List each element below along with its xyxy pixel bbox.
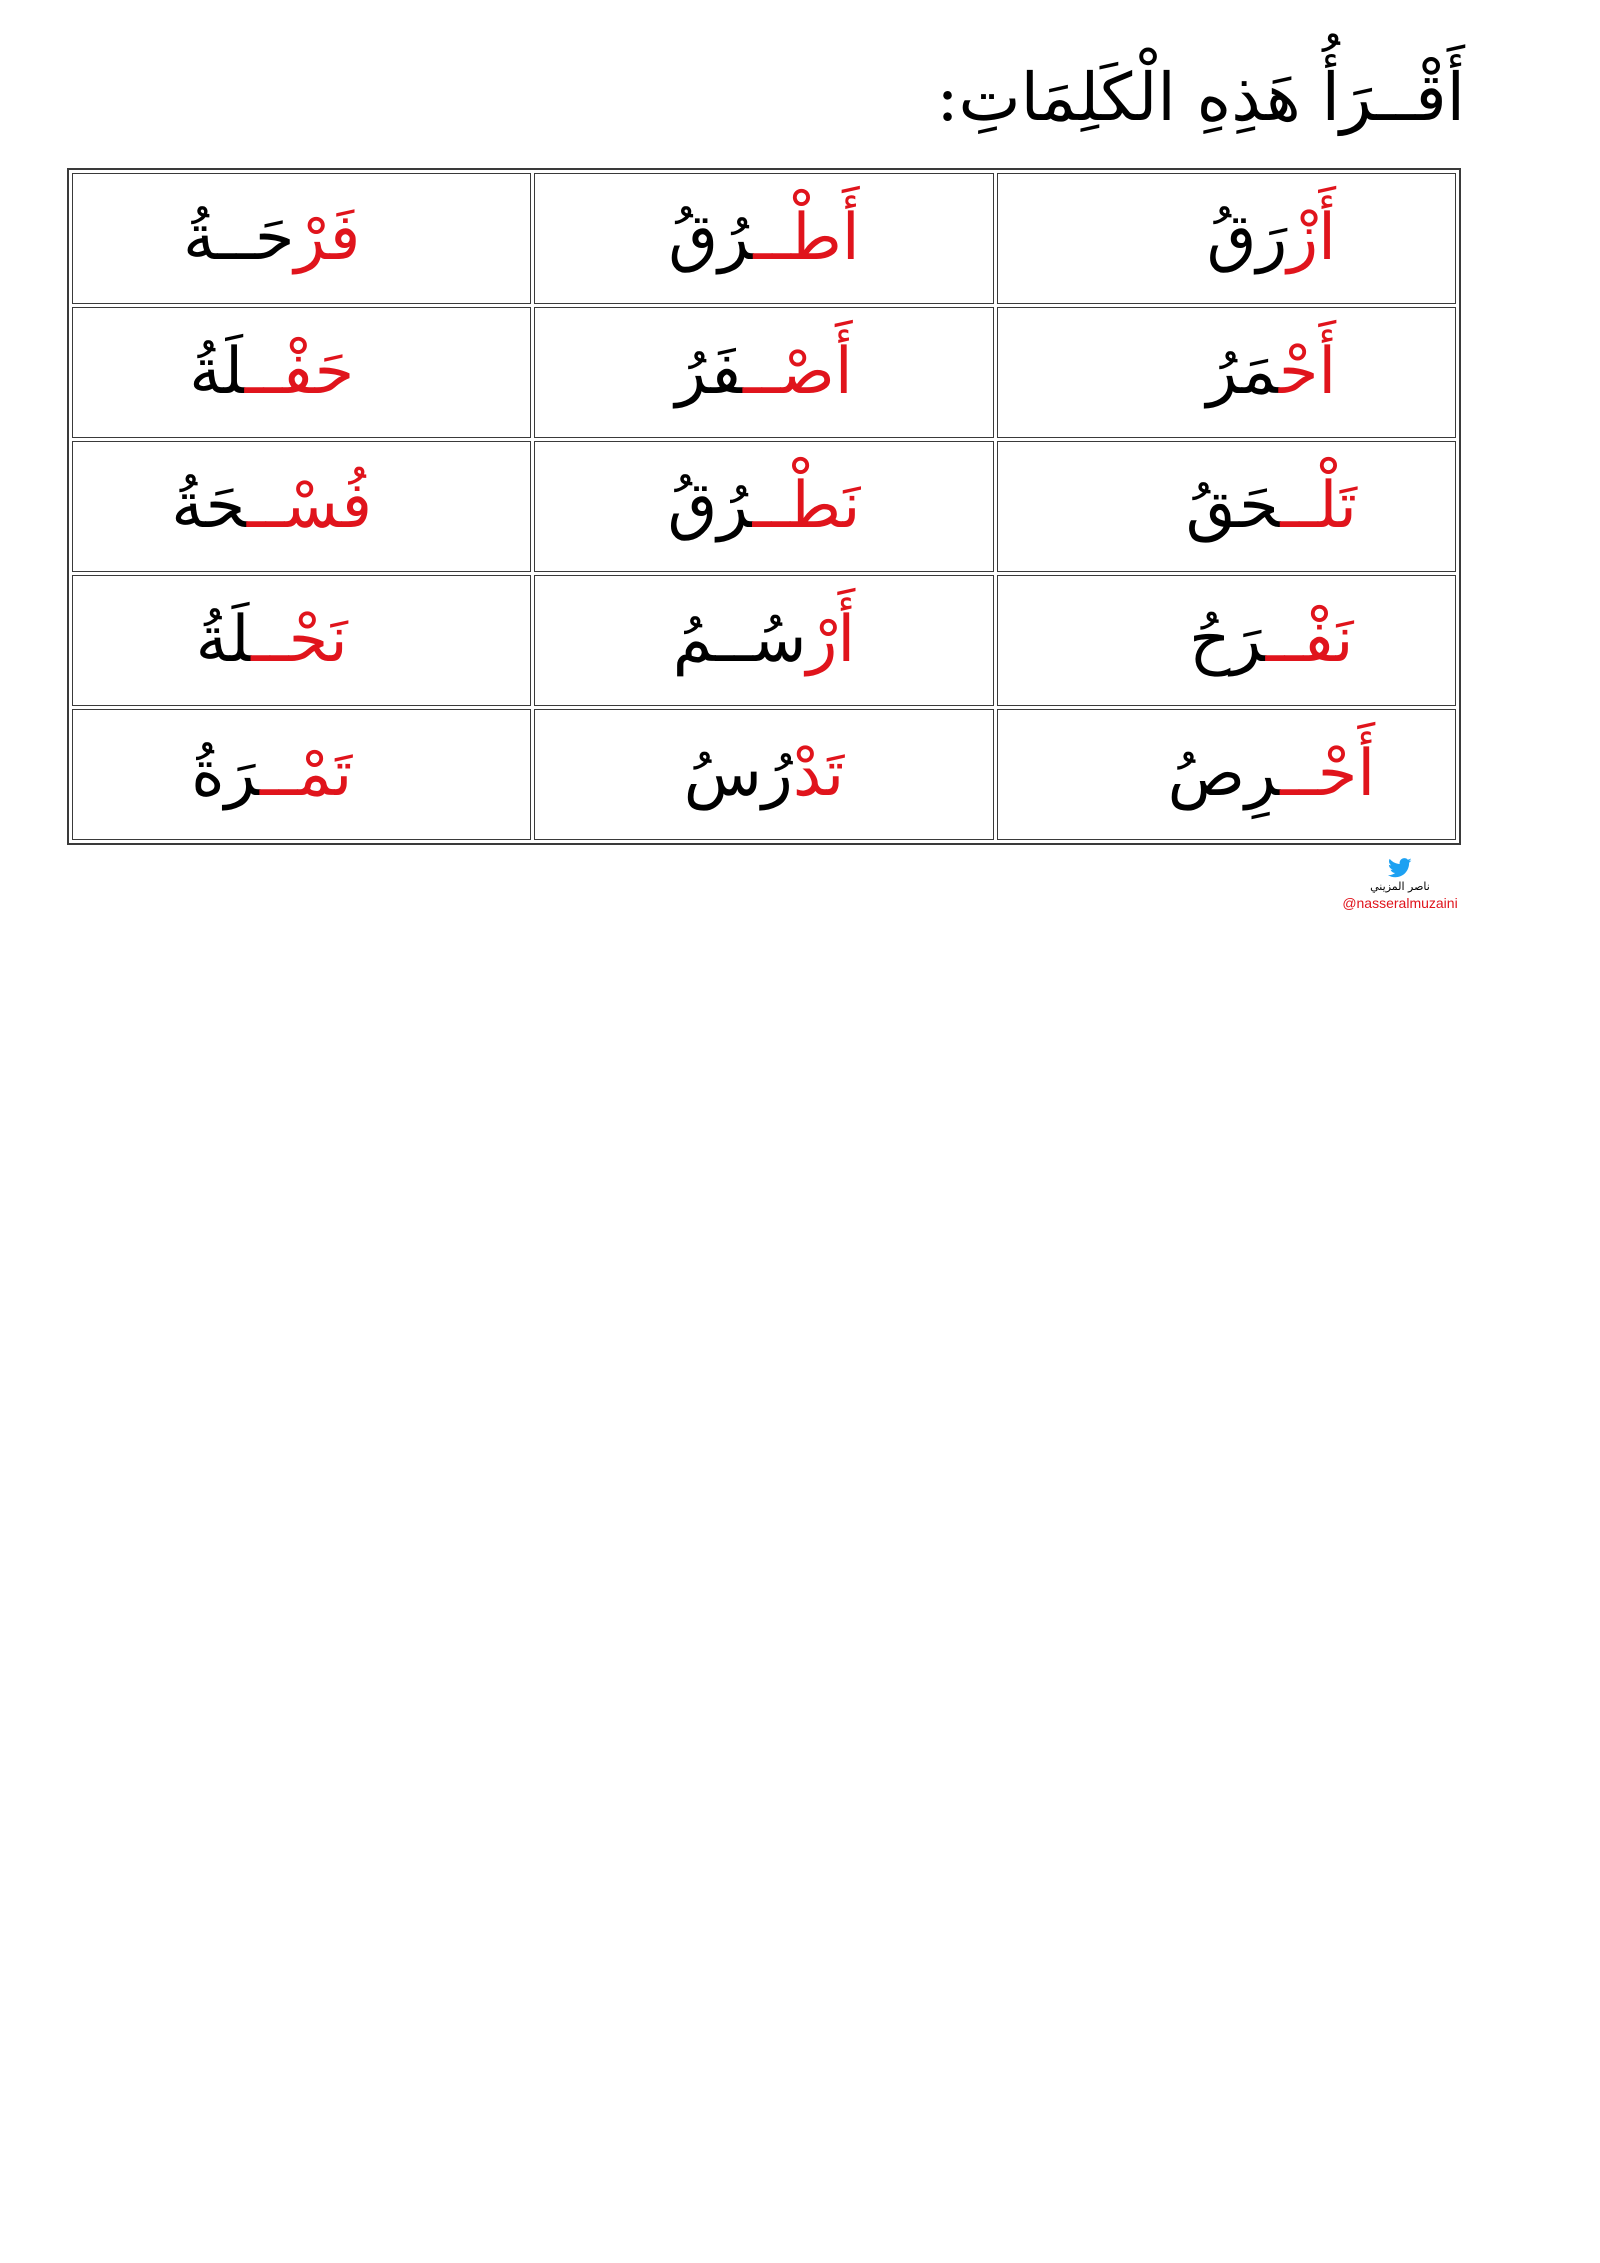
word-red-part: نَحْــ <box>251 603 348 678</box>
table-row <box>72 709 1456 840</box>
word-red-part: فَرْ <box>294 201 361 276</box>
author-credit <box>1330 858 1470 911</box>
table-row <box>72 173 1456 304</box>
word-black-part: رَقُ <box>1206 201 1288 276</box>
word-red-part: أَصْــ <box>743 335 853 410</box>
word-black-part: رِصُ <box>1167 737 1281 812</box>
word-cell <box>997 575 1456 706</box>
page-title: أَقْــرَأُ هَذِهِ الْكَلِمَاتِ: <box>936 59 1465 136</box>
word-black-part: سُــمُ <box>672 603 807 678</box>
word-cell <box>72 307 531 438</box>
word-black-part: حَقُ <box>1185 469 1281 544</box>
word-black-part: فَرُ <box>675 335 744 410</box>
word-black-part: لَةُ <box>189 335 245 410</box>
word-black-part: رُقُ <box>668 201 754 276</box>
word-cell <box>534 441 993 572</box>
word-red-part: تَمْــ <box>259 737 353 812</box>
word-cell <box>534 173 993 304</box>
word-black-part: رَةُ <box>191 737 260 812</box>
word-cell <box>997 709 1456 840</box>
word-black-part: رُقُ <box>667 469 753 544</box>
word-cell <box>72 575 531 706</box>
word-cell <box>72 709 531 840</box>
author-handle: @nasseralmuzaini <box>1342 895 1458 911</box>
word-cell <box>534 575 993 706</box>
word-cell <box>534 709 993 840</box>
word-cell <box>997 441 1456 572</box>
word-red-part: تَلْــ <box>1280 469 1357 544</box>
words-table <box>67 168 1461 845</box>
word-black-part: مَرُ <box>1206 335 1279 410</box>
word-red-part: فُسْــ <box>246 469 373 544</box>
word-cell <box>997 307 1456 438</box>
word-cell <box>997 173 1456 304</box>
word-red-part: حَفْــ <box>244 335 355 410</box>
word-black-part: رُسُ <box>683 737 793 812</box>
word-red-part: نَطْــ <box>752 469 861 544</box>
word-black-part: لَةُ <box>195 603 252 678</box>
word-cell <box>534 307 993 438</box>
word-black-part: حَــةُ <box>183 201 295 276</box>
word-red-part: أَحْــ <box>1280 737 1376 812</box>
word-red-part: أَرْ <box>806 603 856 678</box>
table-row <box>72 575 1456 706</box>
table-row <box>72 307 1456 438</box>
word-cell <box>72 441 531 572</box>
word-red-part: أَطْــ <box>753 201 860 276</box>
word-red-part: نَفْــ <box>1265 603 1354 678</box>
word-black-part: حَةُ <box>171 469 247 544</box>
author-name: ناصر المزيني <box>1370 880 1430 893</box>
word-red-part: أَزْ <box>1287 201 1336 276</box>
word-black-part: رَحُ <box>1189 603 1266 678</box>
word-red-part: أَحْ <box>1278 335 1337 410</box>
table-row <box>72 441 1456 572</box>
word-red-part: تَدْ <box>792 737 845 812</box>
word-cell <box>72 173 531 304</box>
twitter-bird-icon <box>1388 858 1412 878</box>
